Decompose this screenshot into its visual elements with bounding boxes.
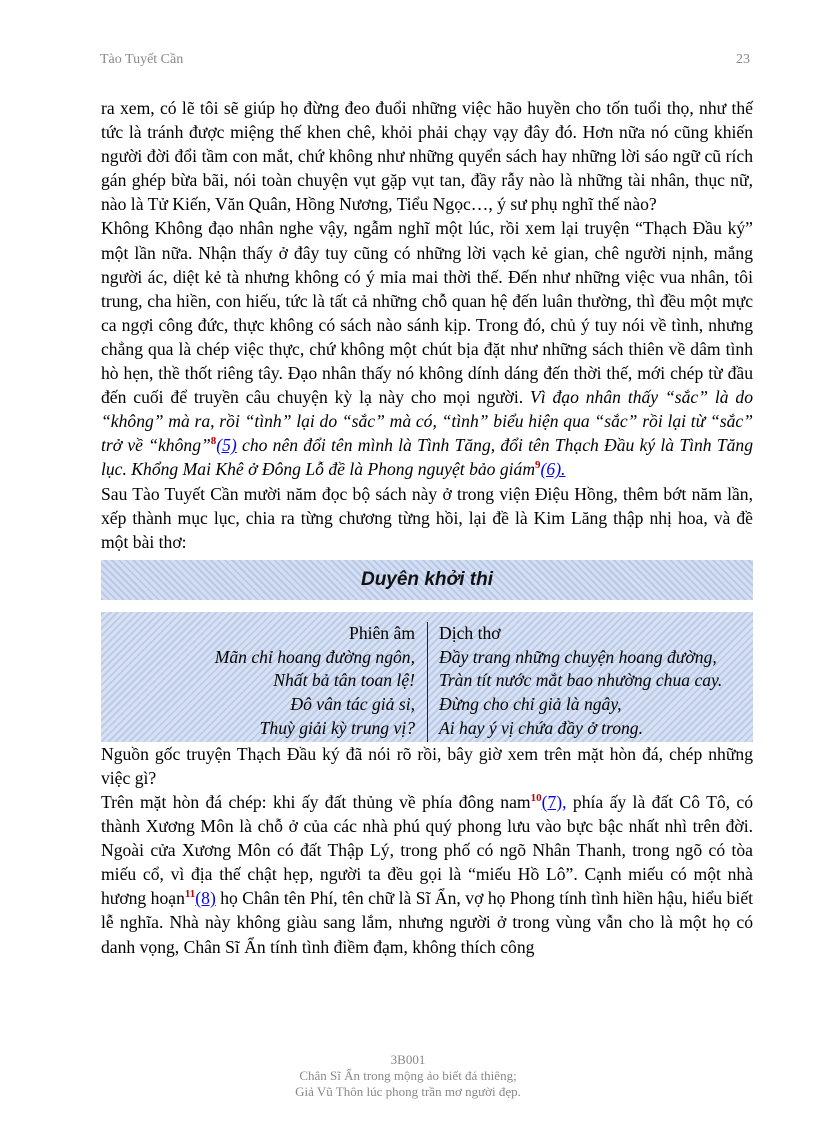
endnote-link[interactable]: (6).: [540, 459, 566, 480]
poem-line: Tràn tít nước mắt bao nhường chua cay.: [439, 670, 723, 691]
running-header: [100, 52, 750, 68]
paragraph: ra xem, có lẽ tôi sẽ giúp họ đừng đeo đuổi những việc hão huyền cho tốn tuổi thọ, như thế tức là tránh được miệng thế khen chê, khỏi phải chạy vạy đây đó. Hơn nữa nó cũng khiến người đời đổi tầm con mắt, chứ không như những quyển sách hay những lời sáo ngữ cũ rích gán ghép bừa bãi, nói toàn chuyện vụt gặp vụt tan, đầy rẫy nào là những tài nhân, thục nữ, nào là Tử Kiến, Văn Quân, Hồng Nương, Tiểu Ngọc…, ý sư phụ nghĩ thế nào?: [101, 98, 753, 215]
poem-original-column: [101, 622, 427, 742]
poem-line: Nhất bả tân toan lệ!: [273, 670, 415, 691]
paragraph-text: phía ấy là đất Cô Tô, có thành Xương Môn là chỗ ở của các nhà phú quý phong lưu vào bực bậc nhất nhì trên đời. Ngoài cửa Xương Môn có đất Thập Lý, trong phố có ngõ Nhân Thanh, trong ngõ có tòa miếu cổ, vì địa thế chật hẹp, người ta đều gọi là “miếu Hồ Lô”. Cạnh miếu có một nhà hương hoạn: [101, 791, 754, 909]
endnote-link[interactable]: (5): [216, 435, 237, 456]
paragraph-text: Không Không đạo nhân nghe vậy, ngẫm nghĩ một lúc, rồi xem lại truyện “Thạch Đầu ký” một lần nữa. Nhận thấy ở đây tuy cũng có những lời vạch kẻ gian, chê người nịnh, mắng người ác, diệt kẻ tà nhưng không có ý mỉa mai thời thế. Đến như những việc vua nhân, tôi trung, cha hiền, con hiếu, tức là tất cả những chỗ quan hệ đến luân thường, thì đều một mực ca ngợi công đức, thực không có sách nào sánh kịp. Trong đó, chủ ý tuy nói về tình, nhưng chẳng qua là chép việc thực, chứ không một chút bịa đặt như những sách thiên về dâm tình hò hẹn, thề thốt riêng tây. Đạo nhân thấy nó không dính dáng đến thời thế, mới chép từ đầu đến cuối để truyền câu chuyện kỳ lạ này cho mọi người.: [101, 218, 753, 408]
page-body: [101, 96, 753, 959]
header-author: Tào Tuyết Cần: [100, 52, 184, 67]
endnote-link[interactable]: (7),: [541, 791, 567, 812]
poem-heading: Phiên âm: [349, 622, 415, 643]
paragraph-text: họ Chân tên Phí, tên chữ là Sĩ Ẩn, vợ họ Phong tính tình hiền hậu, hiểu biết lễ nghĩa. Nhà này không giàu sang lắm, nhưng người ở trong vùng vẫn cho là một họ có danh vọng, Chân Sĩ Ẩn tính tình điềm đạm, không thích công: [101, 888, 754, 957]
poem-line: Thuỳ giải kỳ trung vị?: [259, 717, 415, 738]
paragraph: [101, 790, 753, 959]
poem-line: Đô vân tác giả si,: [290, 694, 415, 715]
poem-line: Mãn chỉ hoang đường ngôn,: [214, 646, 415, 667]
footnote-marker: 10: [530, 792, 542, 805]
paragraph: Nguồn gốc truyện Thạch Đầu ký đã nói rõ rồi, bây giờ xem trên mặt hòn đá, chép những việc gì?: [101, 743, 753, 788]
poem-box: [101, 612, 753, 742]
poem-title: Duyên khởi thi: [360, 568, 494, 590]
italic-passage: Vì đạo nhân thấy “sắc” là do “không” mà ra, rồi “tình” lại do “sắc” mà có, “tình” biểu hiện qua “sắc” rồi lại từ “sắc” trở về “không”: [101, 387, 753, 456]
footer-code: 3B001: [390, 1052, 426, 1067]
poem-translation-column: [427, 622, 753, 742]
poem-title-band: [101, 560, 753, 600]
paragraph-text: Trên mặt hòn đá chép: khi ấy đất thủng về phía đông nam: [101, 791, 531, 812]
page-number: 23: [736, 52, 750, 67]
poem-line: Ai hay ý vị chứa đầy ở trong.: [439, 717, 643, 738]
poem-line: Đừng cho chỉ giả là ngây,: [439, 694, 622, 715]
endnote-link[interactable]: (8): [195, 888, 216, 909]
footnote-marker: 11: [184, 888, 196, 901]
running-footer: [0, 1052, 816, 1100]
footer-chapter-line: Chân Sĩ Ẩn trong mộng ảo biết đá thiêng;: [299, 1068, 517, 1083]
paragraph: Sau Tào Tuyết Cần mười năm đọc bộ sách này ở trong viện Điệu Hồng, thêm bớt năm lần, xếp thành mục lục, chia ra từng chương từng hồi, lại đề là Kim Lăng thập nhị hoa, và đề một bài thơ:: [101, 483, 753, 552]
footnote-marker: 9: [535, 459, 541, 472]
footnote-marker: 8: [210, 435, 217, 448]
paragraph: [101, 216, 753, 481]
footer-chapter-line: Giả Vũ Thôn lúc phong trần mơ người đẹp.: [295, 1084, 521, 1099]
italic-passage: cho nên đổi tên mình là Tình Tăng, đổi tên Thạch Đầu ký là Tình Tăng lục. Khổng Mai Khê ở Đông Lỗ đề là Phong nguyệt bảo giám: [101, 435, 753, 480]
poem-line: Đầy trang những chuyện hoang đường,: [439, 646, 717, 667]
poem-heading: Dịch thơ: [439, 622, 501, 643]
